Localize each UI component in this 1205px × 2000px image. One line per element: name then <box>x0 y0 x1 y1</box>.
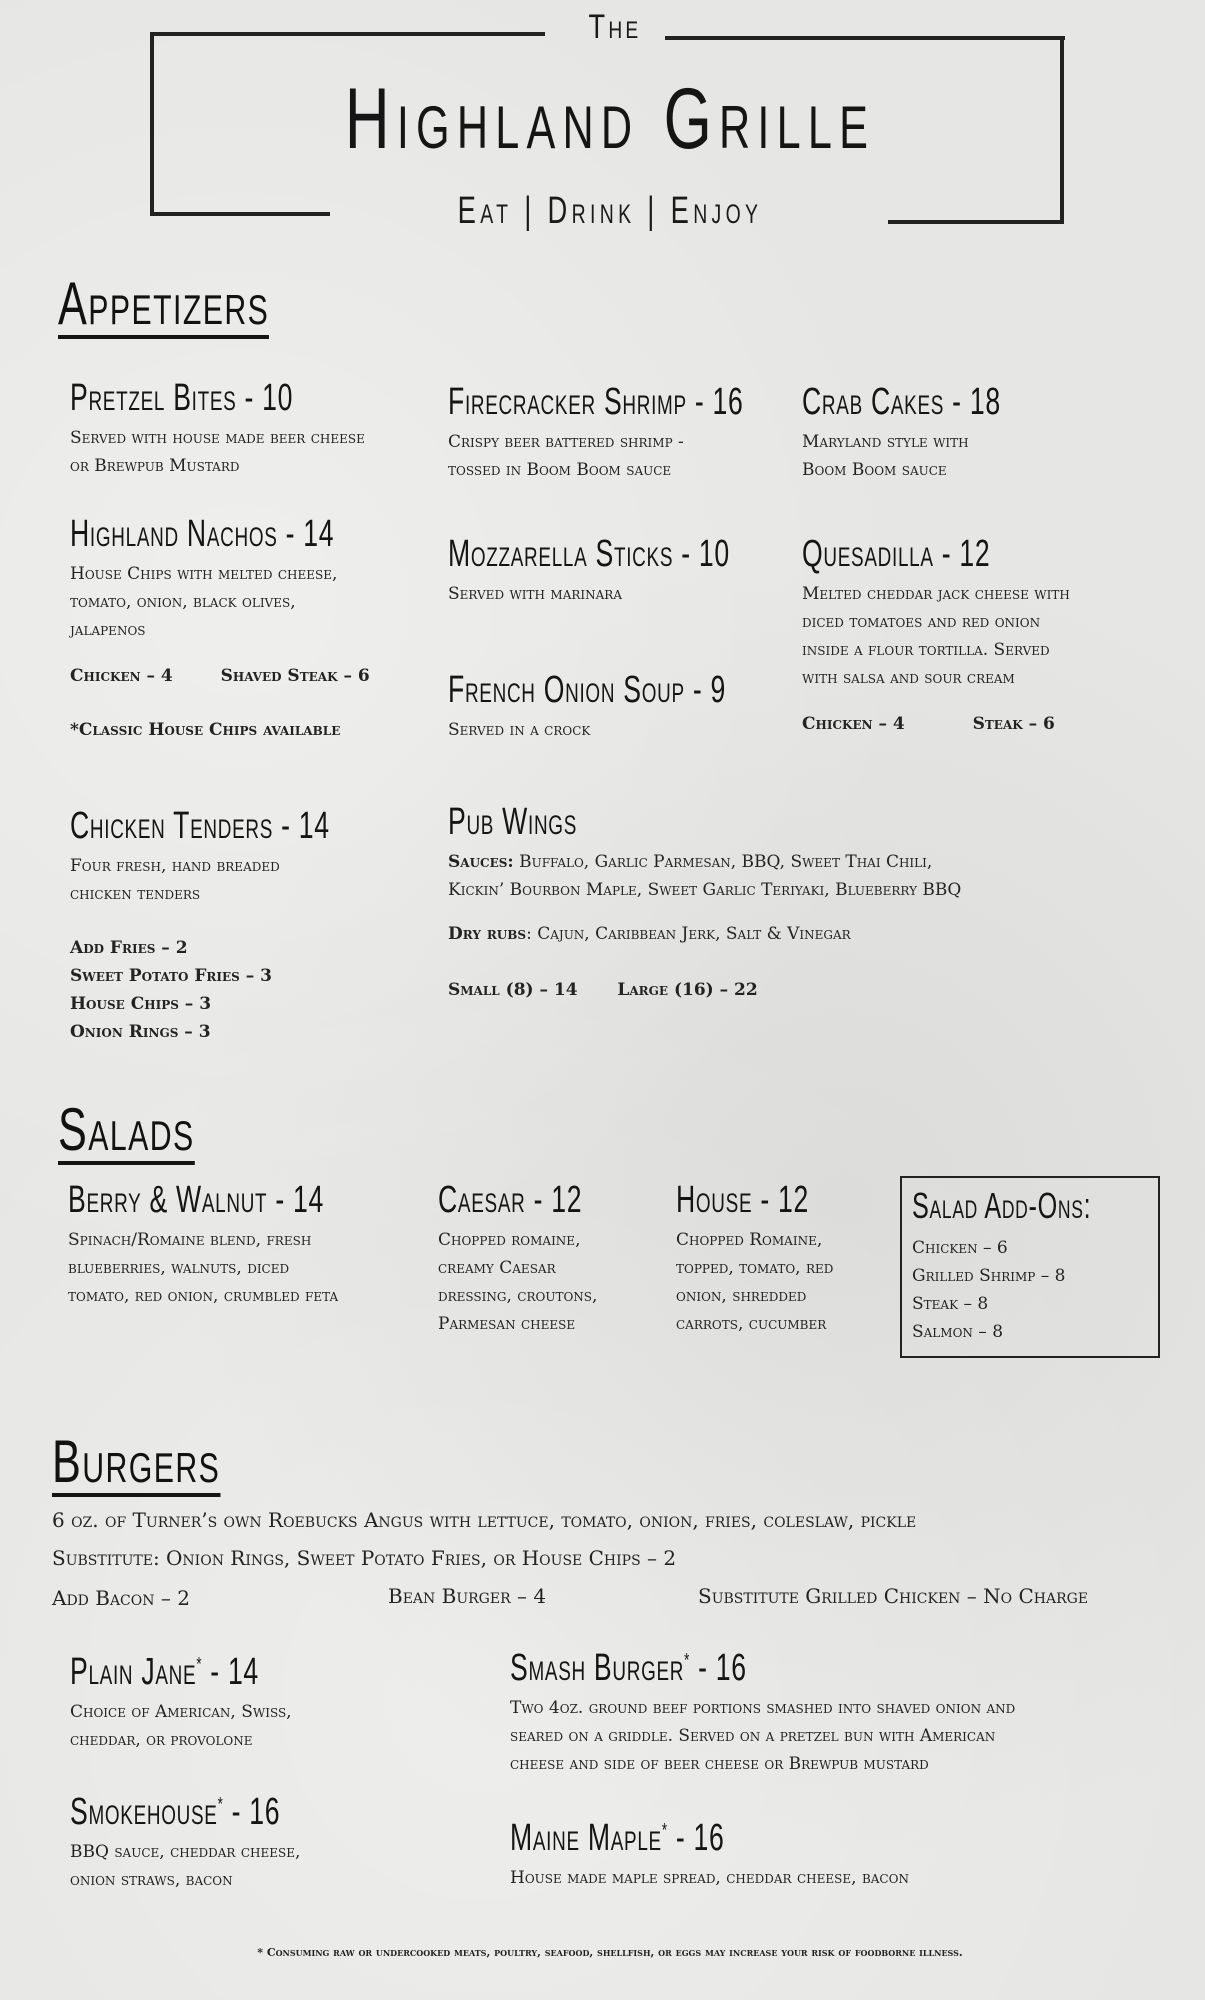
wing-dry-rubs: Dry rubs: Cajun, Caribbean Jerk, Salt & Vinegar <box>448 923 851 944</box>
item-description: Crispy beer battered shrimp - tossed in Boom Boom sauce <box>448 431 684 480</box>
item-caesar <box>438 1180 648 1338</box>
brand-the: The <box>588 8 642 46</box>
tagline: Eat | Drink | Enjoy <box>457 190 763 232</box>
item-smash-burger <box>510 1648 1170 1778</box>
item-description: Maryland style with Boom Boom sauce <box>802 431 969 480</box>
section-appetizers: Appetizers <box>58 270 270 337</box>
item-title: Chicken Tenders - 14 <box>70 805 330 847</box>
item-description: Served in a crock <box>448 719 591 740</box>
item-mozzarella-sticks <box>448 534 788 608</box>
wing-sizes: Small (8) – 14 Large (16) – 22 <box>448 979 758 1000</box>
burgers-intro: 6 oz. of Turner’s own Roebucks Angus with lettuce, tomato, onion, fries, coleslaw, pickle <box>52 1508 917 1532</box>
item-title: Highland Nachos - 14 <box>70 513 335 555</box>
item-addons: Add Fries – 2 Sweet Potato Fries – 3 House Chips – 3 Onion Rings – 3 <box>70 937 272 1042</box>
item-title: Quesadilla - 12 <box>802 533 991 575</box>
frame-right <box>1060 36 1064 224</box>
item-description: Chopped Romaine, topped, tomato, red onion, shredded carrots, cucumber <box>676 1229 834 1334</box>
item-addons: Chicken – 4 Shaved Steak – 6 <box>70 665 370 686</box>
foodborne-illness-footnote: * Consuming raw or undercooked meats, poultry, seafood, shellfish, or eggs may increase your risk of foodborne illness. <box>257 1946 963 1959</box>
item-description: Chopped romaine, creamy Caesar dressing, croutons, Parmesan cheese <box>438 1229 598 1334</box>
item-title: House - 12 <box>676 1179 809 1221</box>
burgers-add-bacon: Add Bacon – 2 <box>52 1586 190 1610</box>
item-note: *Classic House Chips available <box>70 719 341 740</box>
item-berry-walnut <box>68 1180 428 1310</box>
item-house-salad <box>676 1180 886 1338</box>
addons-list: Chicken – 6 Grilled Shrimp – 8 Steak – 8 Salmon – 8 <box>912 1237 1066 1342</box>
item-maine-maple <box>510 1818 1170 1892</box>
item-pretzel-bites <box>70 378 430 480</box>
addons-title: Salad Add-Ons: <box>912 1185 1092 1226</box>
item-chicken-tenders <box>70 806 430 1046</box>
section-salads: Salads <box>58 1096 195 1163</box>
item-title: Crab Cakes - 18 <box>802 381 1001 423</box>
item-smokehouse <box>70 1792 490 1894</box>
restaurant-name: Highland Grille <box>344 71 876 167</box>
item-french-onion-soup <box>448 670 788 744</box>
item-title: Berry & Walnut - 14 <box>68 1179 325 1221</box>
item-title: Smokehouse* - 16 <box>70 1791 281 1833</box>
frame-top-left <box>150 32 545 36</box>
item-description: Four fresh, hand breaded chicken tenders <box>70 855 280 904</box>
item-description: House made maple spread, cheddar cheese, bacon <box>510 1867 909 1888</box>
burgers-bean: Bean Burger – 4 <box>388 1584 547 1608</box>
item-title: French Onion Soup - 9 <box>448 669 727 711</box>
item-description: Choice of American, Swiss, cheddar, or provolone <box>70 1701 292 1750</box>
item-pub-wings <box>448 802 1148 1004</box>
item-title: Mozzarella Sticks - 10 <box>448 533 730 575</box>
item-title: Maine Maple* - 16 <box>510 1817 725 1859</box>
section-burgers: Burgers <box>52 1428 221 1495</box>
item-highland-nachos <box>70 514 430 744</box>
burgers-grilled-chicken: Substitute Grilled Chicken – No Charge <box>698 1584 1089 1608</box>
item-description: BBQ sauce, cheddar cheese, onion straws, bacon <box>70 1841 301 1890</box>
item-title: Firecracker Shrimp - 16 <box>448 381 744 423</box>
item-description: Two 4oz. ground beef portions smashed into shaved onion and seared on a griddle. Served on a pretzel bun with American cheese and side of beer cheese or Brewpub mustard <box>510 1697 1016 1774</box>
frame-top-right <box>665 36 1065 40</box>
item-description: House Chips with melted cheese, tomato, onion, black olives, jalapenos <box>70 563 338 640</box>
frame-bottom-right <box>888 220 1064 224</box>
frame-left <box>150 32 154 216</box>
item-title: Caesar - 12 <box>438 1179 583 1221</box>
item-description: Served with house made beer cheese or Brewpub Mustard <box>70 427 365 476</box>
item-title: Pub Wings <box>448 801 578 843</box>
frame-bottom-left <box>150 212 330 216</box>
item-description: Spinach/Romaine blend, fresh blueberries, walnuts, diced tomato, red onion, crumbled feta <box>68 1229 339 1306</box>
item-quesadilla <box>802 534 1162 738</box>
item-description: Served with marinara <box>448 583 623 604</box>
item-description: Melted cheddar jack cheese with diced tomatoes and red onion inside a flour tortilla. Served with salsa and sour cream <box>802 583 1070 688</box>
wing-sauces: Sauces: Buffalo, Garlic Parmesan, BBQ, Sweet Thai Chili, Kickin’ Bourbon Maple, Sweet Garlic Teriyaki, Blueberry BBQ <box>448 851 962 900</box>
item-crab-cakes <box>802 382 1142 484</box>
item-addons: Chicken – 4 Steak – 6 <box>802 713 1055 734</box>
salad-addons-box <box>900 1176 1160 1358</box>
item-plain-jane <box>70 1652 490 1754</box>
item-title: Smash Burger* - 16 <box>510 1647 747 1689</box>
item-firecracker-shrimp <box>448 382 788 484</box>
burgers-substitute: Substitute: Onion Rings, Sweet Potato Fries, or House Chips – 2 <box>52 1546 677 1570</box>
item-title: Plain Jane* - 14 <box>70 1651 259 1693</box>
item-title: Pretzel Bites - 10 <box>70 377 294 419</box>
